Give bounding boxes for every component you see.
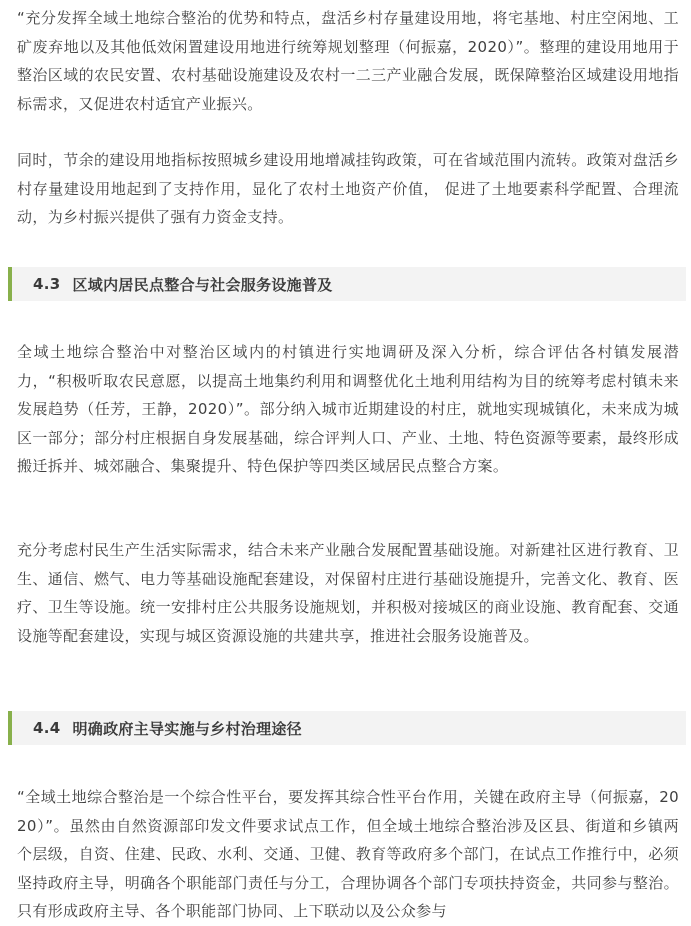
paragraph-3: 全域土地综合整治中对整治区域内的村镇进行实地调研及深入分析，综合评估各村镇发展潜力，“积极听取农民意愿，以提高土地集约利用和调整优化土地利用结构为目的统筹考虑村镇未来发展趋势（任芳，王静，2020）”。部分纳入城市近期建设的村庄，就地实现城镇化，未来成为城区一部分；部分村庄根据自身发展基础，综合评判人口、产业、土地、特色资源等要素，最终形成搬迁拆并、城郊融合、集聚提升、特色保护等四类区域居民点整合方案。 — [17, 343, 679, 476]
section-number: 4.3 — [33, 275, 61, 293]
paragraph-4: 充分考虑村民生产生活实际需求，结合未来产业融合发展配置基础设施。对新建社区进行教育、卫生、通信、燃气、电力等基础设施配套建设，对保留村庄进行基础设施提升，完善文化、教育、医疗、卫生等设施。统一安排村庄公共服务设施规划，并积极对接城区的商业设施、教育配套、交通设施等配套建设，实现与城区资源设施的共建共享，推进社会服务设施普及。 — [17, 541, 679, 645]
paragraph-2: 同时，节余的建设用地指标按照城乡建设用地增减挂钩政策，可在省域范围内流转。政策对盘活乡村存量建设用地起到了支持作用，显化了农村土地资产价值， 促进了土地要素科学配置、合理流动，为乡村振兴提供了强有力资金支持。 — [17, 151, 679, 227]
section-heading-4-3 — [8, 267, 686, 301]
section-title: 明确政府主导实施与乡村治理途径 — [72, 719, 302, 738]
section-heading-4-4 — [8, 711, 686, 745]
section-title: 区域内居民点整合与社会服务设施普及 — [72, 275, 333, 294]
paragraph-1: “充分发挥全域土地综合整治的优势和特点，盘活乡村存量建设用地，将宅基地、村庄空闲地、工矿废弃地以及其他低效闲置建设用地进行统筹规划整理（何振嘉，2020）”。整理的建设用地用于整治区域的农民安置、农村基础设施建设及农村一二三产业融合发展，既保障整治区域建设用地指标需求，又促进农村适宜产业振兴。 — [17, 9, 679, 113]
section-number: 4.4 — [33, 719, 61, 737]
paragraph-5: “全域土地综合整治是一个综合性平台，要发挥其综合性平台作用，关键在政府主导（何振嘉，2020）”。虽然由自然资源部印发文件要求试点工作，但全域土地综合整治涉及区县、街道和乡镇两个层级，自资、住建、民政、水利、交通、卫健、教育等政府多个部门，在试点工作推行中，必须坚持政府主导，明确各个职能部门责任与分工，合理协调各个部门专项扶持资金，共同参与整治。只有形成政府主导、各个职能部门协同、上下联动以及公众参与 — [17, 788, 679, 921]
